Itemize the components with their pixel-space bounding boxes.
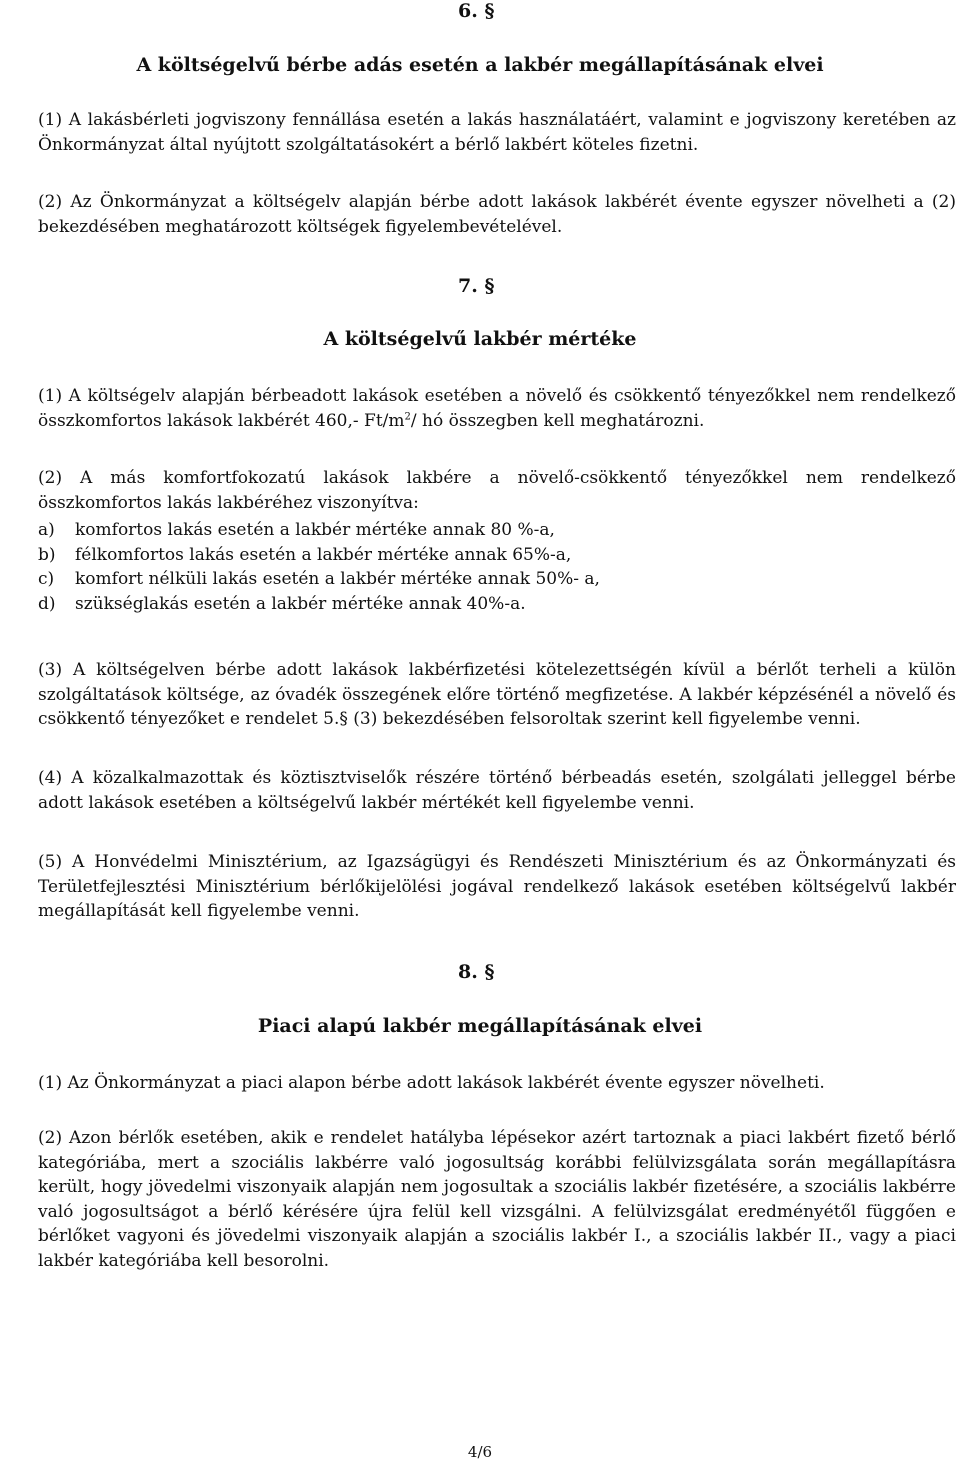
comfort-level-list [38,518,956,616]
section-6-paragraph-2: (2) Az Önkormányzat a költségelv alapján bérbe adott lakások lakbérét évente egyszer növelheti a (2) bekezdésében meghatározott költségek figyelembevételével. [38,192,956,237]
list-item-text: komfortos lakás esetén a lakbér mértéke annak 80 %-a, [75,520,555,540]
section-6-title: A költségelvű bérbe adás esetén a lakbér megállapításának elvei [136,54,824,76]
list-item [38,543,956,568]
section-7-paragraph-1-text: (1) A költségelv alapján bérbeadott lakások esetében a növelő és csökkentő tényezőkkel nem rendelkező összkomfortos lakások lakbérét 460,- Ft/m [38,386,956,431]
list-item [38,518,956,543]
section-6-number: 6. § [458,0,495,22]
section-7-paragraph-1-end: / hó összegben kell meghatározni. [410,410,705,431]
list-item-label: c) [38,569,55,589]
list-item [38,567,956,592]
section-8-paragraph-2: (2) Azon bérlők esetében, akik e rendelet hatályba lépésekor azért tartoznak a piaci lakbért fizető bérlő kategóriába, mert a szociális lakbérre való jogosultság korábbi felülvizsgálata során megállapításra került, hogy jövedelmi viszonyaik alapján nem jogosultak a szociális lakbér fizetésére, a szociális lakbérre való jogosultságot a bérlő kérésére újra felül kell vizsgálni. A felülvizsgálat eredményétől függően e bérlőket vagyoni és jövedelmi viszonyaik alapján a szociális lakbér I., a szociális lakbér II., vagy a piaci lakbér kategóriába kell besorolni. [38,1128,956,1271]
section-7-paragraph-1 [38,384,956,433]
list-item-label: b) [38,544,56,565]
list-item-text: szükséglakás esetén a lakbér mértéke annak 40%-a. [75,593,526,614]
list-item-label: a) [38,520,55,540]
section-7-title: A költségelvű lakbér mértéke [323,328,637,350]
list-item-label: d) [38,593,56,614]
section-8-number: 8. § [458,961,495,983]
section-7-number: 7. § [458,275,495,297]
page-number: 4/6 [467,1443,493,1461]
list-item-text: félkomfortos lakás esetén a lakbér mértéke annak 65%-a, [75,544,572,565]
section-7-paragraph-4: (4) A közalkalmazottak és köztisztviselők részére történő bérbeadás esetén, szolgálati jelleggel bérbe adott lakások esetében a költségelvű lakbér mértékét kell figyelembe venni. [38,768,956,813]
section-8-title: Piaci alapú lakbér megállapításának elvei [257,1015,703,1037]
section-8-paragraph-1: (1) Az Önkormányzat a piaci alapon bérbe adott lakások lakbérét évente egyszer növelheti. [38,1073,825,1093]
section-7-paragraph-3: (3) A költségelven bérbe adott lakások lakbérfizetési kötelezettségén kívül a bérlőt terheli a külön szolgáltatások költsége, az óvadék összegének előre történő megfizetése. A lakbér képzésénél a növelő és csökkentő tényezőket e rendelet 5.§ (3) bekezdésében felsoroltak szerint kell figyelembe venni. [38,660,956,729]
section-7-paragraph-5: (5) A Honvédelmi Minisztérium, az Igazságügyi és Rendészeti Minisztérium és az Önkormányzati és Területfejlesztési Minisztérium bérlőkijelölési jogával rendelkező lakások esetében költségelvű lakbér megállapítását kell figyelembe venni. [38,852,956,921]
section-6-paragraph-1: (1) A lakásbérleti jogviszony fennállása esetén a lakás használatáért, valamint e jogviszony keretében az Önkormányzat által nyújtott szolgáltatásokért a bérlő lakbért köteles fizetni. [38,110,956,155]
section-7-paragraph-2: (2) A más komfortfokozatú lakások lakbére a növelő-csökkentő tényezőkkel nem rendelkező összkomfortos lakás lakbéréhez viszonyítva: [38,468,956,513]
superscript-2: 2 [404,410,411,422]
list-item-text: komfort nélküli lakás esetén a lakbér mértéke annak 50%- a, [75,569,600,589]
list-item [38,592,956,617]
